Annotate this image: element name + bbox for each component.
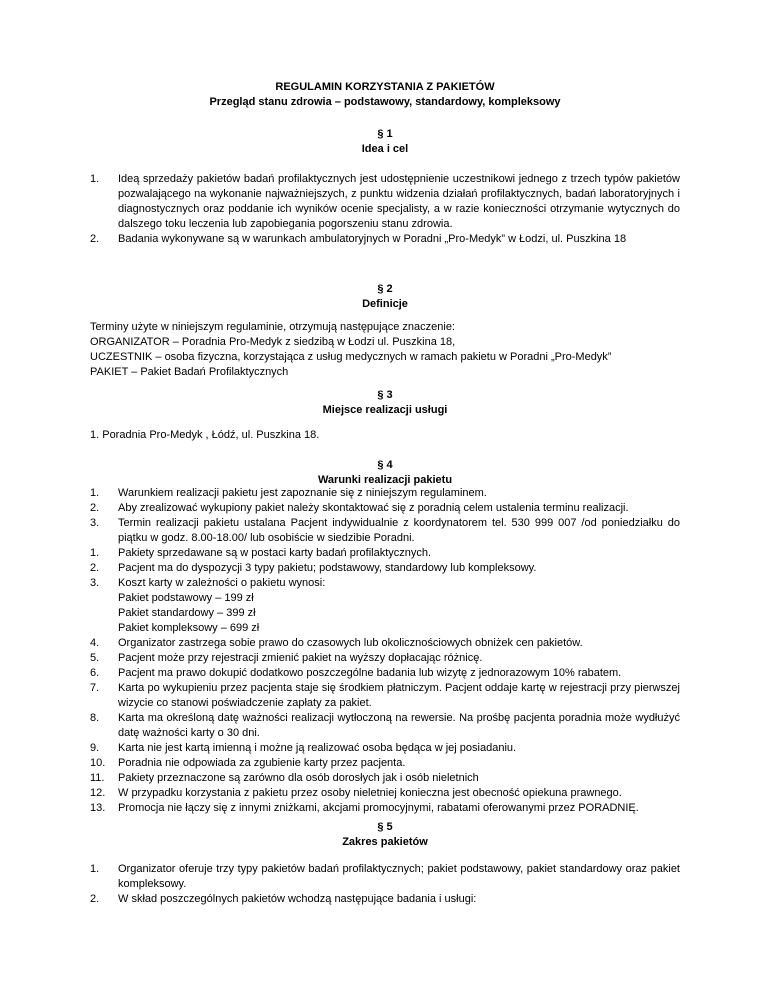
- list-item-text: Warunkiem realizacji pakietu jest zapoznanie się z niniejszym regulaminem.: [118, 487, 487, 499]
- list-item-text: Karta po wykupieniu przez pacjenta staje się środkiem płatniczym. Pacjent oddaje kartę w rejestracji przy pierwszej wizycie co stanowi poświadczenie zapłaty za pakiet.: [118, 682, 680, 709]
- definition-uczestnik: UCZESTNIK – osoba fizyczna, korzystająca z usług medycznych w ramach pakietu w Poradni „Pro-Medyk”: [90, 351, 612, 363]
- list-item: [90, 666, 680, 681]
- list-item-number: 4.: [90, 637, 100, 649]
- list-item: [90, 681, 680, 711]
- list-item-text: Ideą sprzedaży pakietów badań profilaktycznych jest udostępnienie uczestnikowi jednego z trzech typów pakietów pozwalającego na wykonanie najważniejszych, z punktu widzenia działań profilaktycznych, badań laboratoryjnych i diagnostycznych oraz poddanie ich wyników ocenie specjalisty, a w razie konieczności otrzymanie wytycznych do dalszego toku leczenia lub zapobiegania pogorszeniu stanu zdrowia.: [118, 173, 680, 230]
- list-item-number: 2.: [90, 893, 100, 905]
- list-item-number: 2.: [90, 233, 100, 245]
- list-item: [90, 561, 680, 576]
- list-item-text: Organizator zastrzega sobie prawo do czasowych lub okolicznościowych obniżek cen pakietów.: [118, 637, 583, 649]
- list-item-number: 5.: [90, 652, 100, 664]
- list-item: [90, 651, 680, 666]
- section-2-body: [90, 320, 680, 380]
- section-5-heading: [90, 820, 680, 850]
- section-1-number: § 1: [377, 128, 393, 140]
- list-item: [90, 892, 680, 907]
- list-item-number: 3.: [90, 577, 100, 589]
- list-item: [90, 741, 680, 756]
- list-item-text: Pacjent może przy rejestracji zmienić pakiet na wyższy dopłacając różnicę.: [118, 652, 483, 664]
- section-3-body: [90, 428, 680, 443]
- list-item-text: Badania wykonywane są w warunkach ambulatoryjnych w Poradni „Pro-Medyk” w Łodzi, ul. Puszkina 18: [118, 233, 627, 245]
- list-item-number: 8.: [90, 712, 100, 724]
- list-item: [90, 711, 680, 741]
- list-item-text: Pacjent ma do dyspozycji 3 typy pakietu; podstawowy, standardowy lub kompleksowy.: [118, 562, 537, 574]
- section-5-number: § 5: [377, 821, 393, 833]
- title-line-2: Przegląd stanu zdrowia – podstawowy, standardowy, kompleksowy: [209, 96, 561, 108]
- list-item-text: Pakiet standardowy – 399 zł: [118, 607, 256, 619]
- list-item: [90, 591, 680, 606]
- location-line: 1. Poradnia Pro-Medyk , Łódź, ul. Puszkina 18.: [90, 429, 320, 441]
- list-item-text: Termin realizacji pakietu ustalana Pacjent indywidualnie z koordynatorem tel. 530 999 007 /od poniedziałku do piątku w godz. 8.00-18.00/ lub osobiście w siedzibie Poradni.: [118, 517, 680, 544]
- section-3-title: Miejsce realizacji usługi: [322, 404, 448, 416]
- section-4-body: [90, 486, 680, 816]
- section-4-number: § 4: [377, 459, 393, 471]
- list-item-number: 6.: [90, 667, 100, 679]
- list-item: [90, 486, 680, 501]
- list-item: [90, 516, 680, 546]
- definitions-intro: Terminy użyte w niniejszym regulaminie, otrzymują następujące znaczenie:: [90, 321, 455, 333]
- list-item: [90, 862, 680, 892]
- list-item-number: 2.: [90, 502, 100, 514]
- section-3-heading: [90, 388, 680, 418]
- list-item-number: 3.: [90, 517, 100, 529]
- list-item-text: Aby zrealizować wykupiony pakiet należy skontaktować się z poradnią celem ustalenia terminu realizacji.: [118, 502, 629, 514]
- section-2-number: § 2: [377, 283, 393, 295]
- definition-organizator: ORGANIZATOR – Poradnia Pro-Medyk z siedzibą w Łodzi ul. Puszkina 18,: [90, 336, 456, 348]
- section-4-heading: [90, 458, 680, 488]
- list-item-number: 1.: [90, 173, 100, 185]
- list-item-number: 11.: [90, 772, 105, 784]
- list-item-number: 1.: [90, 547, 100, 559]
- definition-pakiet: PAKIET – Pakiet Badań Profilaktycznych: [90, 366, 289, 378]
- list-item-text: Pakiet podstawowy – 199 zł: [118, 592, 254, 604]
- list-item: [90, 606, 680, 621]
- list-item: [90, 621, 680, 636]
- section-4-title: Warunki realizacji pakietu: [317, 474, 453, 486]
- list-item-number: 9.: [90, 742, 100, 754]
- title-line-1: REGULAMIN KORZYSTANIA Z PAKIETÓW: [275, 81, 495, 93]
- list-item: [90, 546, 680, 561]
- list-item-number: 10.: [90, 757, 106, 769]
- section-1-title: Idea i cel: [361, 143, 409, 155]
- list-item-number: 2.: [90, 562, 100, 574]
- list-item-number: 1.: [90, 487, 100, 499]
- section-1-body: [90, 172, 680, 247]
- list-item: [90, 756, 680, 771]
- section-2-heading: [90, 282, 680, 312]
- section-5-title: Zakres pakietów: [342, 836, 428, 848]
- section-5-list: [90, 862, 680, 907]
- list-item-text: Koszt karty w zależności o pakietu wynosi:: [118, 577, 326, 589]
- list-item-text: Pakiety sprzedawane są w postaci karty badań profilaktycznych.: [118, 547, 432, 559]
- list-item-text: Pacjent ma prawo dokupić dodatkowo poszczególne badania lub wizytę z jednorazowym 10% rabatem.: [118, 667, 622, 679]
- section-3-number: § 3: [377, 389, 393, 401]
- section-1-list: [90, 172, 680, 247]
- list-item-text: Karta nie jest kartą imienną i możne ją realizować osoba będąca w jej posiadaniu.: [118, 742, 517, 754]
- list-item-text: Poradnia nie odpowiada za zgubienie karty przez pacjenta.: [118, 757, 406, 769]
- list-item-number: 1.: [90, 863, 100, 875]
- section-1-heading: [90, 127, 680, 157]
- list-item: [90, 636, 680, 651]
- document-title: [90, 80, 680, 110]
- list-item-text: Pakiet kompleksowy – 699 zł: [118, 622, 260, 634]
- list-item: [90, 576, 680, 591]
- list-item: [90, 232, 680, 247]
- list-item-text: W skład poszczególnych pakietów wchodzą następujące badania i usługi:: [118, 893, 477, 905]
- list-item: [90, 172, 680, 232]
- list-item-text: Pakiety przeznaczone są zarówno dla osób dorosłych jak i osób nieletnich: [118, 772, 479, 784]
- list-item: [90, 501, 680, 516]
- list-item-text: Organizator oferuje trzy typy pakietów badań profilaktycznych; pakiet podstawowy, pakiet standardowy oraz pakiet kompleksowy.: [118, 863, 680, 890]
- list-item-number: 13.: [90, 802, 106, 814]
- list-item: [90, 801, 680, 816]
- list-item: [90, 786, 680, 801]
- section-2-title: Definicje: [362, 298, 408, 310]
- list-item-number: 7.: [90, 682, 100, 694]
- list-item: [90, 771, 680, 786]
- list-item-text: Promocja nie łączy się z innymi zniżkami, akcjami promocyjnymi, rabatami oferowanymi przez PORADNIĘ.: [118, 802, 639, 814]
- section-4-list: [90, 486, 680, 816]
- list-item-number: 12.: [90, 787, 106, 799]
- list-item-text: W przypadku korzystania z pakietu przez osoby nieletniej konieczna jest obecność opiekuna prawnego.: [118, 787, 622, 799]
- section-5-body: [90, 862, 680, 907]
- list-item-text: Karta ma określoną datę ważności realizacji wytłoczoną na rewersie. Na prośbę pacjenta poradnia może wydłużyć datę ważności karty o 30 dni.: [118, 712, 680, 739]
